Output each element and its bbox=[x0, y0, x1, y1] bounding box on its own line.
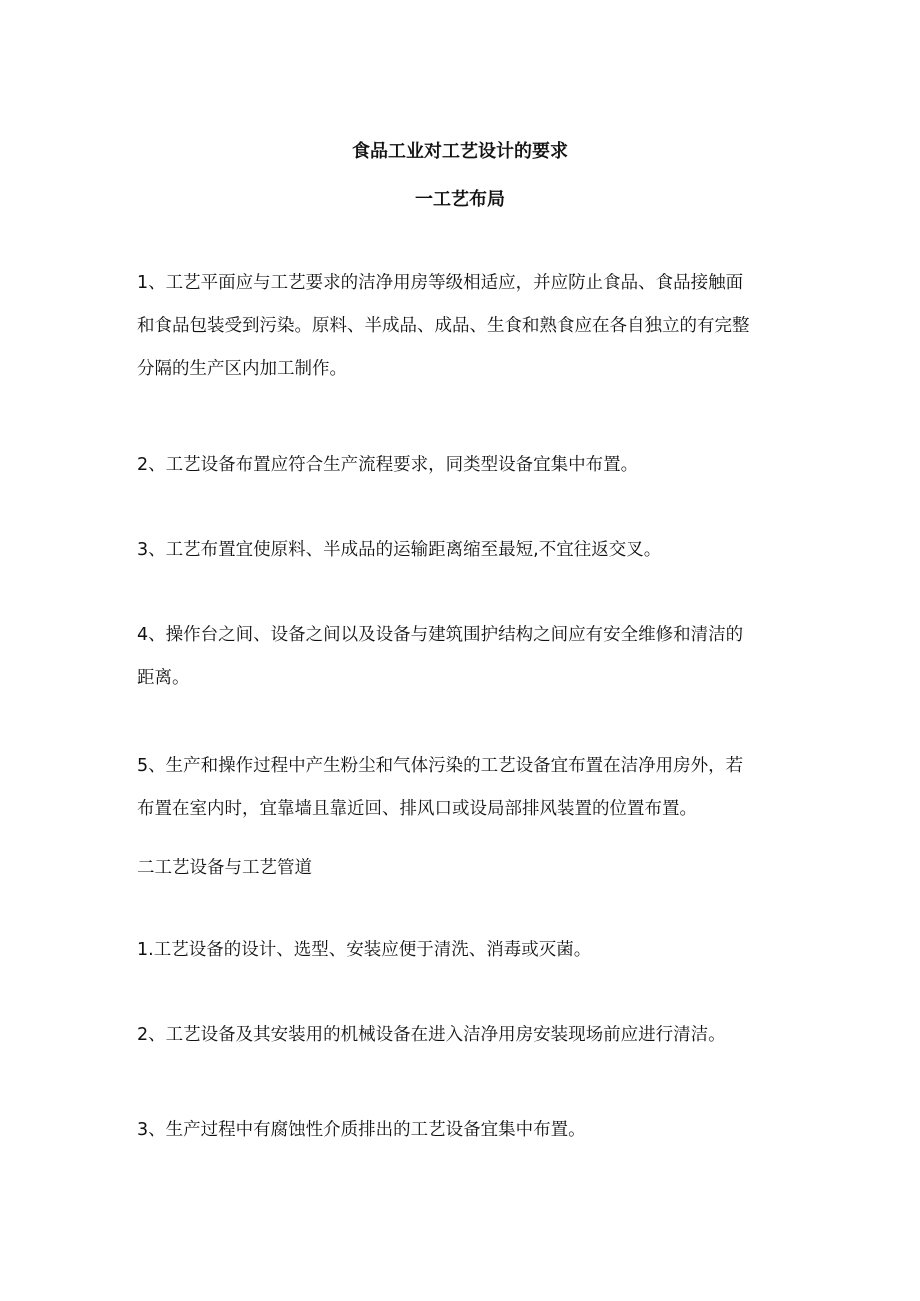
paragraph-3 bbox=[137, 529, 797, 572]
paragraph-2 bbox=[137, 444, 797, 487]
paragraph-line: 2、工艺设备布置应符合生产流程要求，同类型设备宜集中布置。 bbox=[137, 455, 639, 475]
paragraph-line: 2、工艺设备及其安装用的机械设备在进入洁净用房安装现场前应进行清洁。 bbox=[137, 1025, 726, 1045]
section-heading-process-layout: 一工艺布局 bbox=[415, 189, 505, 210]
paragraph-line: 距离。 bbox=[137, 668, 190, 688]
section-heading-text: 二工艺设备与工艺管道 bbox=[137, 858, 312, 878]
paragraph-5 bbox=[137, 745, 797, 831]
paragraph-line: 分隔的生产区内加工制作。 bbox=[137, 359, 347, 379]
paragraph-line: 布置在室内时，宜靠墙且靠近回、排风口或设局部排风装置的位置布置。 bbox=[137, 799, 697, 819]
document-title: 食品工业对工艺设计的要求 bbox=[352, 141, 568, 162]
paragraph-line: 5、生产和操作过程中产生粉尘和气体污染的工艺设备宜布置在洁净用房外，若 bbox=[137, 756, 744, 776]
paragraph-line: 和食品包装受到污染。原料、半成品、成品、生食和熟食应在各自独立的有完整 bbox=[137, 316, 750, 336]
section-heading-equipment-piping bbox=[137, 847, 797, 890]
paragraph-line: 3、工艺布置宜使原料、半成品的运输距离缩至最短,不宜往返交叉。 bbox=[137, 540, 662, 560]
paragraph-7 bbox=[137, 1014, 797, 1057]
paragraph-6 bbox=[137, 929, 797, 972]
paragraph-line: 1、工艺平面应与工艺要求的洁净用房等级相适应，并应防止食品、食品接触面 bbox=[137, 273, 744, 293]
paragraph-line: 4、操作台之间、设备之间以及设备与建筑围护结构之间应有安全维修和清洁的 bbox=[137, 625, 744, 645]
paragraph-1 bbox=[137, 262, 797, 391]
paragraph-line: 1.工艺设备的设计、选型、安装应便于清洗、消毒或灭菌。 bbox=[137, 940, 592, 960]
paragraph-line: 3、生产过程中有腐蚀性介质排出的工艺设备宜集中布置。 bbox=[137, 1120, 586, 1140]
paragraph-4 bbox=[137, 614, 797, 700]
paragraph-8 bbox=[137, 1109, 797, 1152]
